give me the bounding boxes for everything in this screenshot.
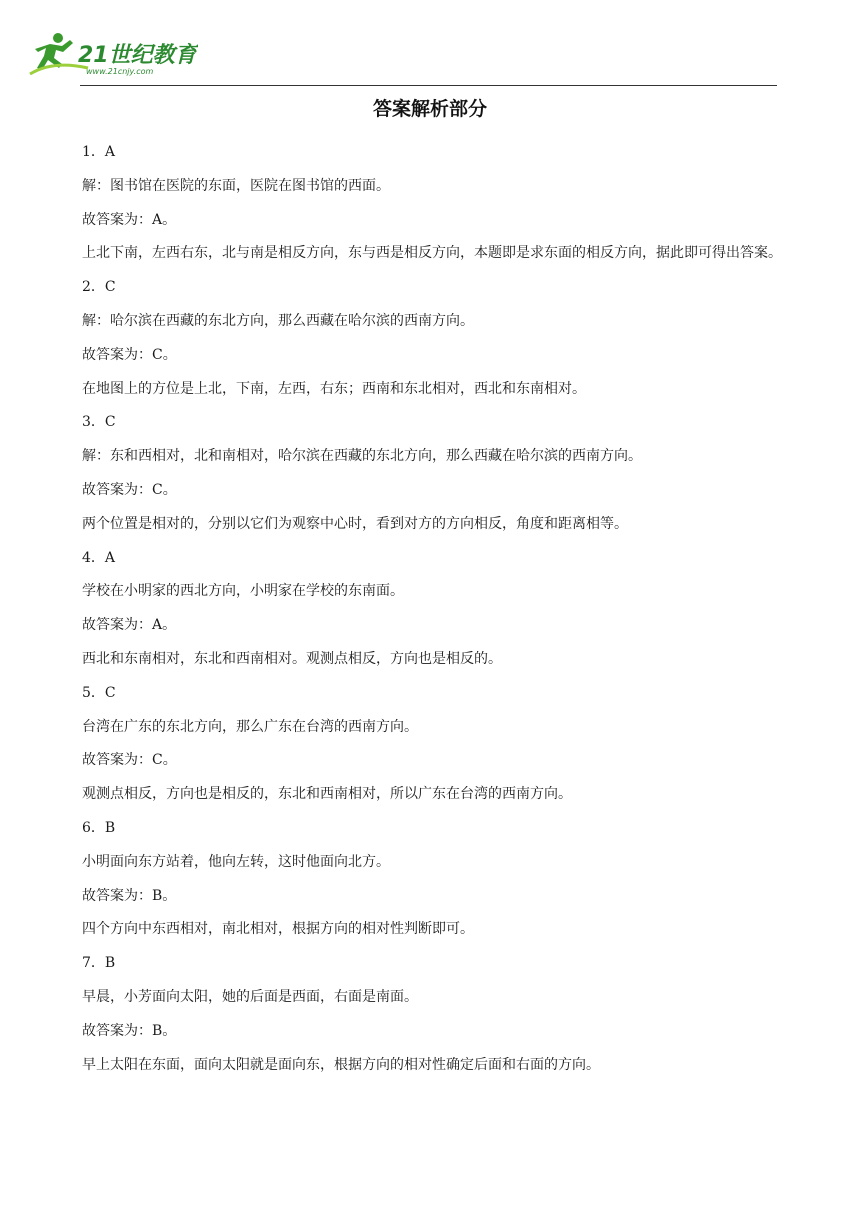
question-number: 1．A — [82, 144, 116, 160]
answer-line: 故答案为：A。 — [82, 211, 177, 228]
answer-list — [82, 136, 782, 1082]
solution-text: 早晨，小芳面向太阳，她的后面是西面，右面是南面。 — [82, 988, 418, 1005]
answer-line: 故答案为：C。 — [82, 346, 177, 363]
logo-url: www.21cnjy.com — [86, 67, 154, 76]
analysis-text: 两个位置是相对的，分别以它们为观察中心时，看到对方的方向相反，角度和距离相等。 — [82, 515, 628, 532]
answer-line: 故答案为：B。 — [82, 1022, 177, 1039]
solution-text: 解：哈尔滨在西藏的东北方向，那么西藏在哈尔滨的西南方向。 — [82, 312, 474, 329]
header-divider — [80, 85, 777, 86]
logo-21cnjy — [28, 30, 198, 78]
analysis-text: 早上太阳在东面，面向太阳就是面向东，根据方向的相对性确定后面和右面的方向。 — [82, 1056, 600, 1073]
answer-line: 故答案为：A。 — [82, 617, 177, 634]
solution-text: 解：图书馆在医院的东面，医院在图书馆的西面。 — [82, 177, 390, 194]
analysis-text: 观测点相反，方向也是相反的，东北和西南相对，所以广东在台湾的西南方向。 — [82, 786, 572, 803]
page-header — [28, 30, 788, 90]
answer-item-5 — [82, 677, 782, 812]
solution-text: 小明面向东方站着，他向左转，这时他面向北方。 — [82, 853, 390, 870]
logo-text: 21世纪教育 — [78, 43, 197, 68]
answer-item-1 — [82, 136, 782, 271]
solution-text: 学校在小明家的西北方向，小明家在学校的东南面。 — [82, 583, 404, 600]
question-number: 7．B — [82, 955, 116, 972]
answer-item-3 — [82, 406, 782, 541]
answer-line: 故答案为：B。 — [82, 887, 177, 904]
answer-line: 故答案为：C。 — [82, 481, 177, 498]
question-number: 3．C — [82, 414, 116, 431]
solution-text: 台湾在广东的东北方向，那么广东在台湾的西南方向。 — [82, 718, 418, 735]
analysis-text: 西北和东南相对，东北和西南相对。观测点相反，方向也是相反的。 — [82, 650, 502, 667]
page-title: 答案解析部分 — [372, 98, 487, 120]
question-number: 4．A — [82, 549, 116, 566]
question-number: 5．C — [82, 684, 116, 701]
answer-item-7 — [82, 947, 782, 1082]
analysis-text: 在地图上的方位是上北，下南，左西，右东；西南和东北相对，西北和东南相对。 — [82, 380, 586, 397]
answer-line: 故答案为：C。 — [82, 752, 177, 769]
analysis-text: 上北下南，左西右东，北与南是相反方向，东与西是相反方向，本题即是求东面的相反方向，据此即可得出答案。 — [82, 245, 782, 262]
answer-item-4 — [82, 542, 782, 677]
analysis-text: 四个方向中东西相对，南北相对，根据方向的相对性判断即可。 — [82, 921, 474, 938]
solution-text: 解：东和西相对，北和南相对，哈尔滨在西藏的东北方向，那么西藏在哈尔滨的西南方向。 — [82, 448, 642, 465]
question-number: 6．B — [82, 819, 116, 836]
question-number: 2．C — [82, 279, 116, 296]
answer-item-2 — [82, 271, 782, 406]
answer-item-6 — [82, 812, 782, 947]
